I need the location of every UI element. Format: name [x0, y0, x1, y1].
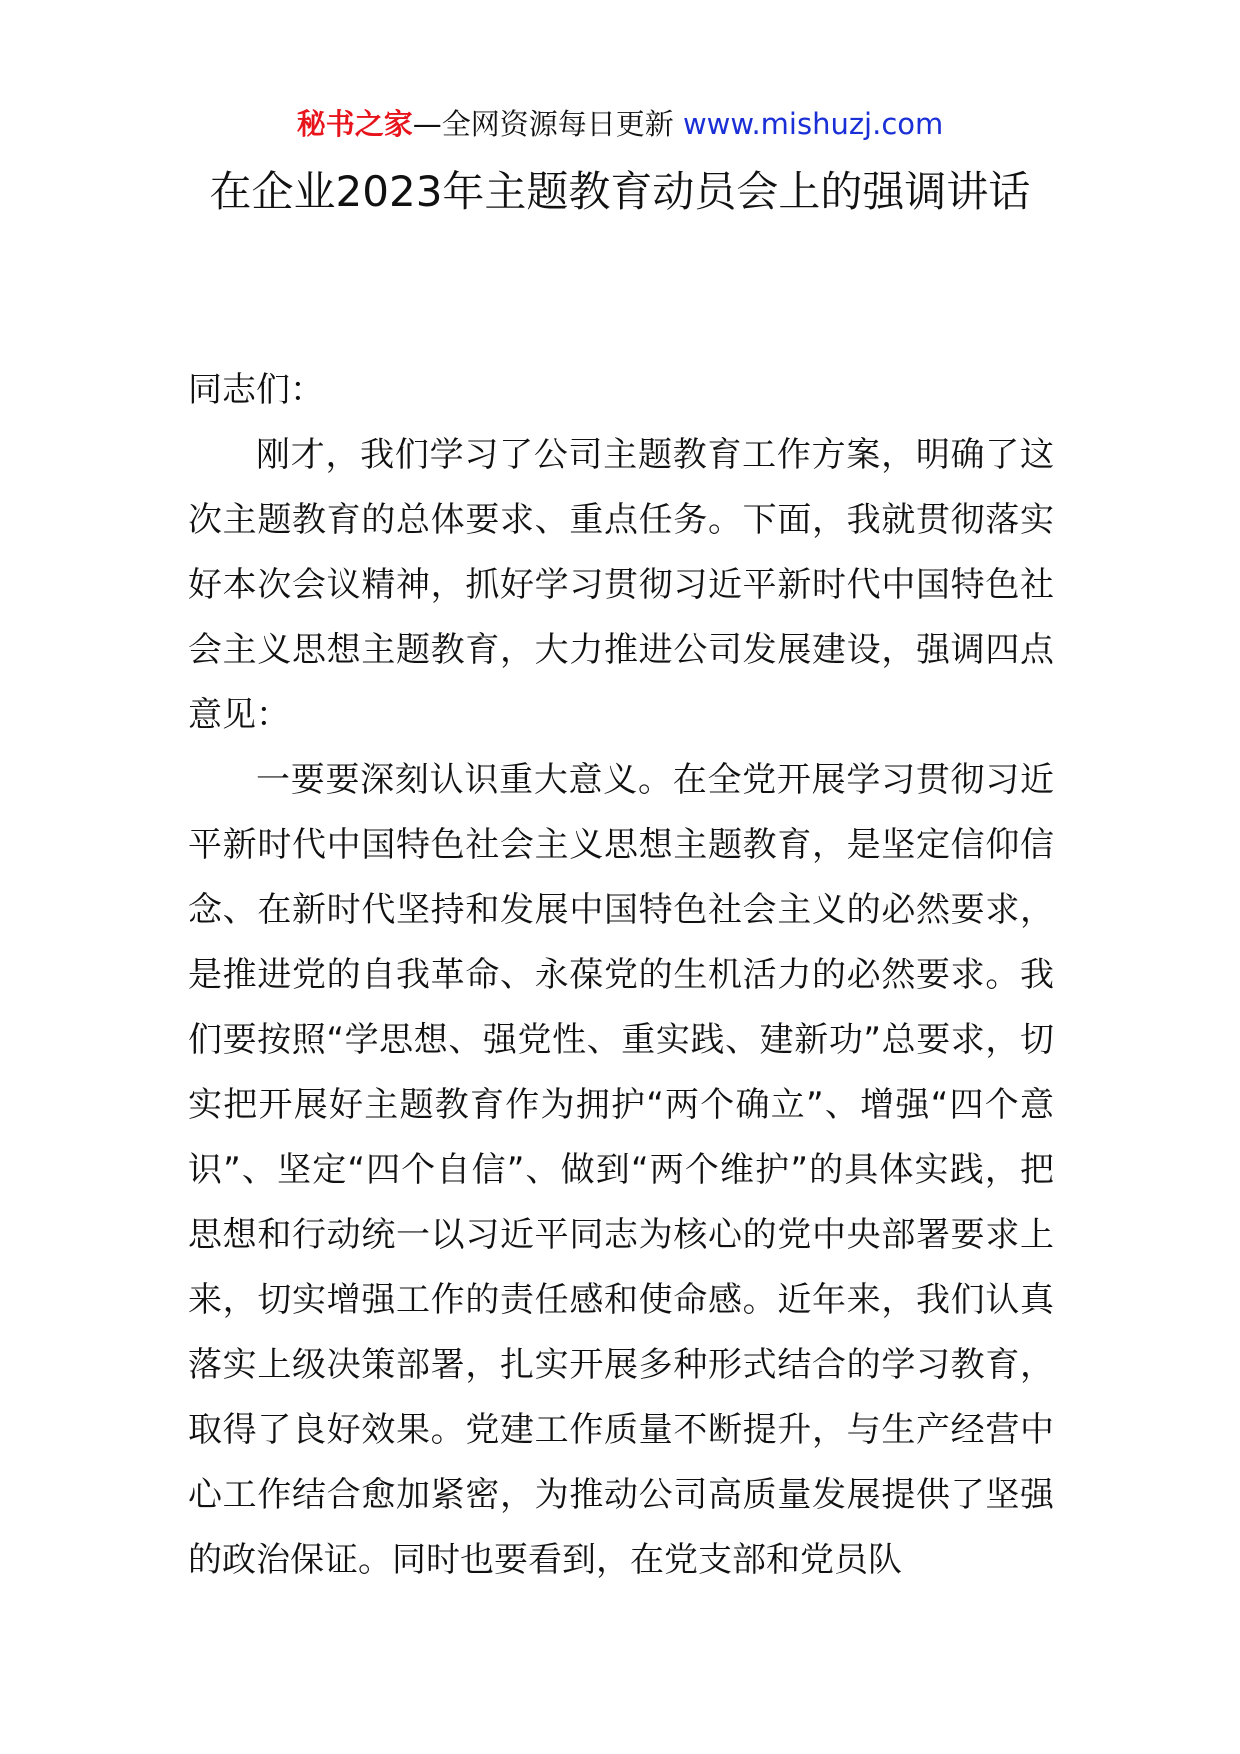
paragraph: 一要要深刻认识重大意义。在全党开展学习贯彻习近平新时代中国特色社会主义思想主题教育，是坚定信仰信念、在新时代坚持和发展中国特色社会主义的必然要求，是推进党的自我革命、永葆党的生机活力的必然要求。我们要按照“学思想、强党性、重实践、建新功”总要求，切实把开展好主题教育作为拥护“两个确立”、增强“四个意识”、坚定“四个自信”、做到“两个维护”的具体实践，把思想和行动统一以习近平同志为核心的党中央部署要求上来，切实增强工作的责任感和使命感。近年来，我们认真落实上级决策部署，扎实开展多种形式结合的学习教育，取得了良好效果。党建工作质量不断提升，与生产经营中心工作结合愈加紧密，为推动公司高质量发展提供了坚强的政治保证。同时也要看到，在党支部和党员队 — [188, 760, 1054, 1580]
brand-name: 秘书之家 — [296, 107, 413, 141]
document-body — [188, 358, 1054, 1593]
document-title: 在企业2023年主题教育动员会上的强调讲话 — [209, 167, 1031, 216]
salutation: 同志们： — [188, 370, 324, 410]
brand-slogan: —全网资源每日更新 — [412, 107, 674, 141]
site-url[interactable]: www.mishuzj.com — [682, 107, 944, 141]
paragraph: 刚才，我们学习了公司主题教育工作方案，明确了这次主题教育的总体要求、重点任务。下面，我就贯彻落实好本次会议精神，抓好学习贯彻习近平新时代中国特色社会主义思想主题教育，大力推进公司发展建设，强调四点意见： — [188, 435, 1054, 735]
header-watermark-line — [0, 104, 1240, 144]
